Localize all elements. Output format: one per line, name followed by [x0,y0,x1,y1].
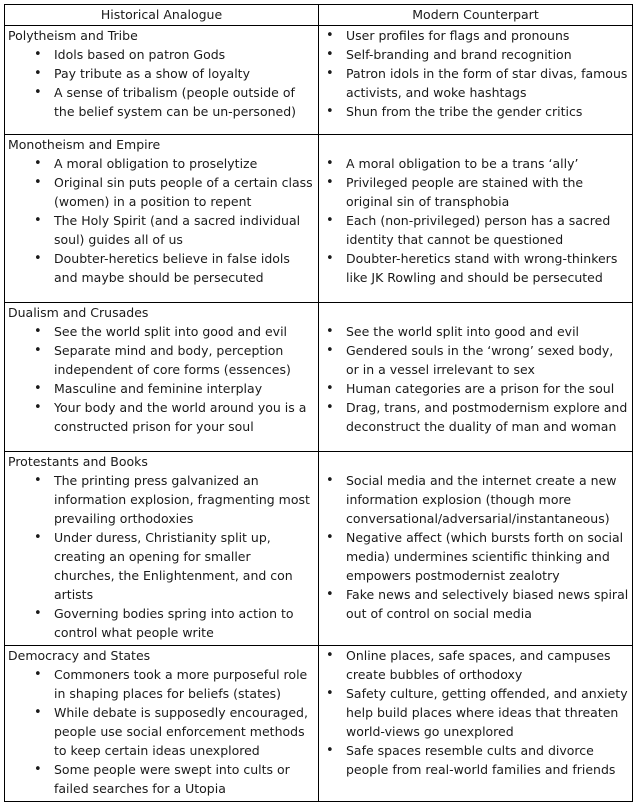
list-item: • Safety culture, getting offended, and anxiety help build places where ideas that threaten world-views go unexplored [322,684,629,741]
list-item: • While debate is supposedly encouraged, people use social enforcement methods to keep certain ideas unexplored [8,703,315,760]
list-item: • The printing press galvanized an information explosion, fragmenting most prevailing orthodoxies [8,471,315,528]
historical-cell [5,135,319,303]
historical-list [8,665,315,798]
section-title: Monotheism and Empire [8,137,161,152]
list-item: • Commoners took a more purposeful role in shaping places for beliefs (states) [8,665,315,703]
historical-list [8,45,315,121]
historical-cell [5,646,319,802]
historical-cell [5,26,319,135]
list-item: • Idols based on patron Gods [8,45,315,64]
list-item: • Social media and the internet create a new information explosion (though more conversational/adversarial/instantaneous) [322,471,629,528]
section-title: Dualism and Crusades [8,305,149,320]
comparison-document [4,4,632,796]
table-row [5,646,633,802]
list-item: • Gendered souls in the ‘wrong’ sexed body, or in a vessel irrelevant to sex [322,341,629,379]
modern-list [322,26,629,121]
table-row [5,452,633,646]
list-item: • Safe spaces resemble cults and divorce people from real-world families and friends [322,741,629,779]
modern-list [322,135,629,287]
list-item: • Shun from the tribe the gender critics [322,102,629,121]
list-item: • Masculine and feminine interplay [8,379,315,398]
modern-cell [319,303,633,452]
modern-list [322,303,629,436]
list-item: • The Holy Spirit (and a sacred individual soul) guides all of us [8,211,315,249]
modern-cell [319,452,633,646]
list-item: • Each (non-privileged) person has a sacred identity that cannot be questioned [322,211,629,249]
list-item: • Pay tribute as a show of loyalty [8,64,315,83]
list-item: • Some people were swept into cults or failed searches for a Utopia [8,760,315,798]
table-row [5,135,633,303]
list-item: • User profiles for flags and pronouns [322,26,629,45]
list-item: • Doubter-heretics stand with wrong-thinkers like JK Rowling and should be persecuted [322,249,629,287]
list-item: • A moral obligation to be a trans ‘ally’ [322,154,629,173]
list-item: • See the world split into good and evil [8,322,315,341]
section-title: Democracy and States [8,648,151,663]
list-item: • Under duress, Christianity split up, creating an opening for smaller churches, the Enlightenment, and con artists [8,528,315,604]
column-header-modern: Modern Counterpart [319,5,633,26]
historical-list [8,154,315,287]
list-item: • Online places, safe spaces, and campuses create bubbles of orthodoxy [322,646,629,684]
modern-list [322,646,629,779]
historical-cell [5,303,319,452]
list-item: • Patron idols in the form of star divas, famous activists, and woke hashtags [322,64,629,102]
section-title: Polytheism and Tribe [8,28,138,43]
list-item: • A moral obligation to proselytize [8,154,315,173]
modern-cell [319,26,633,135]
header-row [5,5,633,26]
list-item: • Governing bodies spring into action to control what people write [8,604,315,642]
column-header-historical: Historical Analogue [5,5,319,26]
historical-list [8,322,315,436]
historical-cell [5,452,319,646]
list-item: • Drag, trans, and postmodernism explore and deconstruct the duality of man and woman [322,398,629,436]
comparison-table [4,4,633,802]
list-item: • Negative affect (which bursts forth on social media) undermines scientific thinking and empowers postmodernist zealotry [322,528,629,585]
table-row [5,26,633,135]
list-item: • See the world split into good and evil [322,322,629,341]
list-item: • Privileged people are stained with the original sin of transphobia [322,173,629,211]
modern-list [322,452,629,623]
table-row [5,303,633,452]
list-item: • Human categories are a prison for the soul [322,379,629,398]
list-item: • Original sin puts people of a certain class (women) in a position to repent [8,173,315,211]
list-item: • Fake news and selectively biased news spiral out of control on social media [322,585,629,623]
list-item: • Self-branding and brand recognition [322,45,629,64]
modern-cell [319,135,633,303]
list-item: • Doubter-heretics believe in false idols and maybe should be persecuted [8,249,315,287]
section-title: Protestants and Books [8,454,148,469]
historical-list [8,471,315,642]
list-item: • Your body and the world around you is a constructed prison for your soul [8,398,315,436]
list-item: • A sense of tribalism (people outside of the belief system can be un-personed) [8,83,315,121]
modern-cell [319,646,633,802]
list-item: • Separate mind and body, perception independent of core forms (essences) [8,341,315,379]
